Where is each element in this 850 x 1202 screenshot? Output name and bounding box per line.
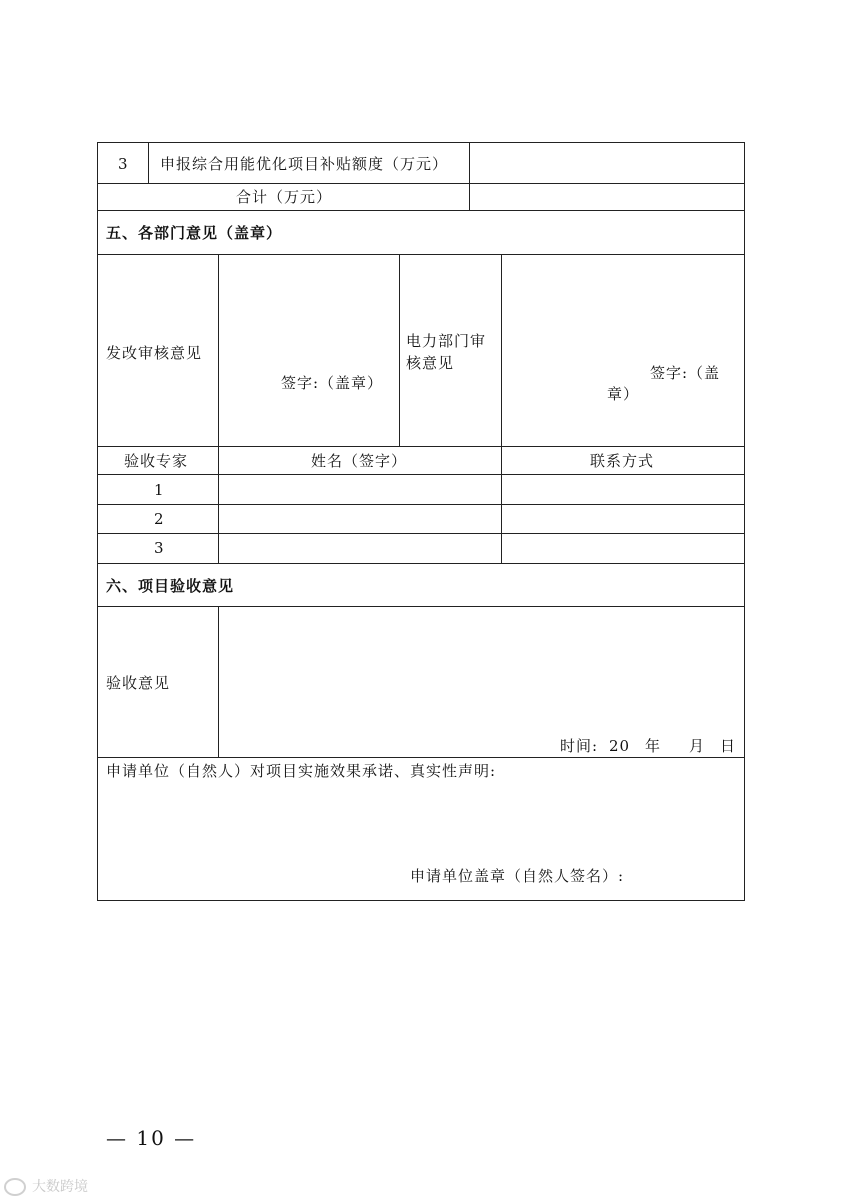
table-line (148, 142, 149, 183)
month-unit: 月 (689, 737, 706, 755)
seal-label: 申请单位盖章（自然人签名）: (410, 867, 625, 885)
page-number: — 10 — (106, 1126, 197, 1150)
table-line (97, 210, 745, 211)
total-label: 合计（万元） (236, 188, 333, 206)
experts-header-contact: 联系方式 (590, 452, 655, 470)
expert-contact-field[interactable] (502, 475, 744, 504)
expert-row-index: 3 (154, 539, 165, 557)
ndrc-opinion-label: 发改审核意见 (106, 344, 203, 362)
declaration-field[interactable] (98, 785, 744, 855)
total-amount-field[interactable] (470, 184, 744, 210)
expert-name-field[interactable] (219, 534, 501, 563)
acceptance-opinion-field[interactable] (219, 607, 744, 735)
subsidy-amount-label: 申报综合用能优化项目补贴额度（万元） (160, 155, 449, 173)
watermark (4, 1176, 88, 1196)
expert-row-index: 1 (154, 481, 165, 499)
expert-contact-field[interactable] (502, 505, 744, 533)
ndrc-opinion-field[interactable] (219, 255, 399, 446)
day-unit: 日 (720, 737, 737, 755)
power-opinion-label: 电力部门审核意见 (406, 332, 487, 372)
expert-name-field[interactable] (219, 475, 501, 504)
year-unit: 年 (645, 737, 662, 755)
power-opinion-field[interactable] (502, 255, 744, 446)
table-border-right (744, 142, 745, 901)
acceptance-opinion-label: 验收意见 (106, 674, 171, 692)
table-line (97, 757, 745, 758)
expert-name-field[interactable] (219, 505, 501, 533)
expert-contact-field[interactable] (502, 534, 744, 563)
watermark-logo-icon (4, 1178, 26, 1196)
section5-title: 五、各部门意见（盖章） (106, 224, 283, 242)
table-line (399, 254, 400, 446)
declaration-text: 申请单位（自然人）对项目实施效果承诺、真实性声明: (106, 762, 497, 780)
experts-header-role: 验收专家 (124, 452, 189, 470)
watermark-text: 大数跨境 (32, 1179, 88, 1195)
table-line (97, 446, 745, 447)
table-line (97, 900, 745, 901)
row-index: 3 (118, 155, 129, 173)
expert-row-index: 2 (154, 510, 165, 528)
experts-header-name: 姓名（签字） (311, 452, 408, 470)
time-label: 时间: (560, 737, 599, 755)
table-line (97, 563, 745, 564)
power-sign-label: 签字:（盖 (650, 364, 721, 382)
section6-title: 六、项目验收意见 (106, 577, 235, 595)
subsidy-amount-field[interactable] (470, 143, 744, 183)
year-prefix: 20 (609, 737, 631, 755)
power-sign-label-cont: 章） (607, 385, 640, 403)
ndrc-sign-label: 签字:（盖章） (281, 374, 384, 392)
